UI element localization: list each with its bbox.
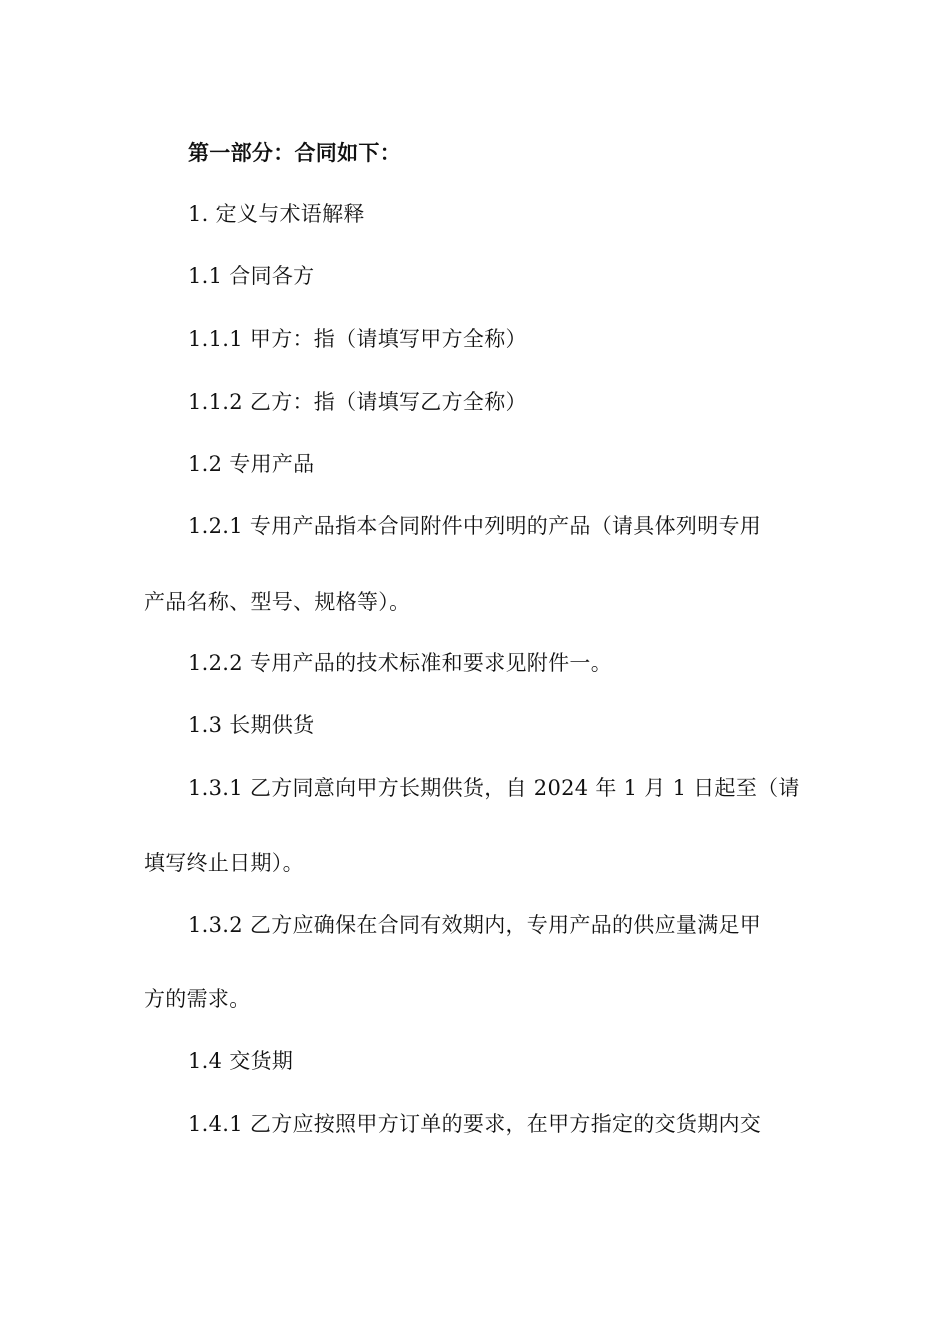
clause-1: 1. 定义与术语解释	[188, 202, 365, 226]
section-heading: 第一部分：合同如下：	[188, 141, 401, 165]
clause-1-2-1-continued: 产品名称、型号、规格等）。	[144, 590, 411, 614]
clause-1-3-1-continued: 填写终止日期）。	[144, 851, 304, 875]
clause-1-4: 1.4 交货期	[188, 1049, 294, 1073]
clause-1-3: 1.3 长期供货	[188, 713, 315, 737]
clause-1-1: 1.1 合同各方	[188, 264, 315, 288]
clause-1-2-2: 1.2.2 专用产品的技术标准和要求见附件一。	[188, 651, 613, 675]
clause-1-3-2-continued: 方的需求。	[144, 987, 251, 1011]
clause-1-2: 1.2 专用产品	[188, 452, 315, 476]
clause-1-2-1: 1.2.1 专用产品指本合同附件中列明的产品（请具体列明专用	[188, 514, 762, 538]
clause-1-1-2: 1.1.2 乙方：指（请填写乙方全称）	[188, 390, 527, 414]
clause-1-1-1: 1.1.1 甲方：指（请填写甲方全称）	[188, 327, 527, 351]
clause-1-3-1: 1.3.1 乙方同意向甲方长期供货，自 2024 年 1 月 1 日起至（请	[188, 776, 800, 800]
clause-1-3-2: 1.3.2 乙方应确保在合同有效期内，专用产品的供应量满足甲	[188, 913, 762, 937]
clause-1-4-1: 1.4.1 乙方应按照甲方订单的要求，在甲方指定的交货期内交	[188, 1112, 762, 1136]
